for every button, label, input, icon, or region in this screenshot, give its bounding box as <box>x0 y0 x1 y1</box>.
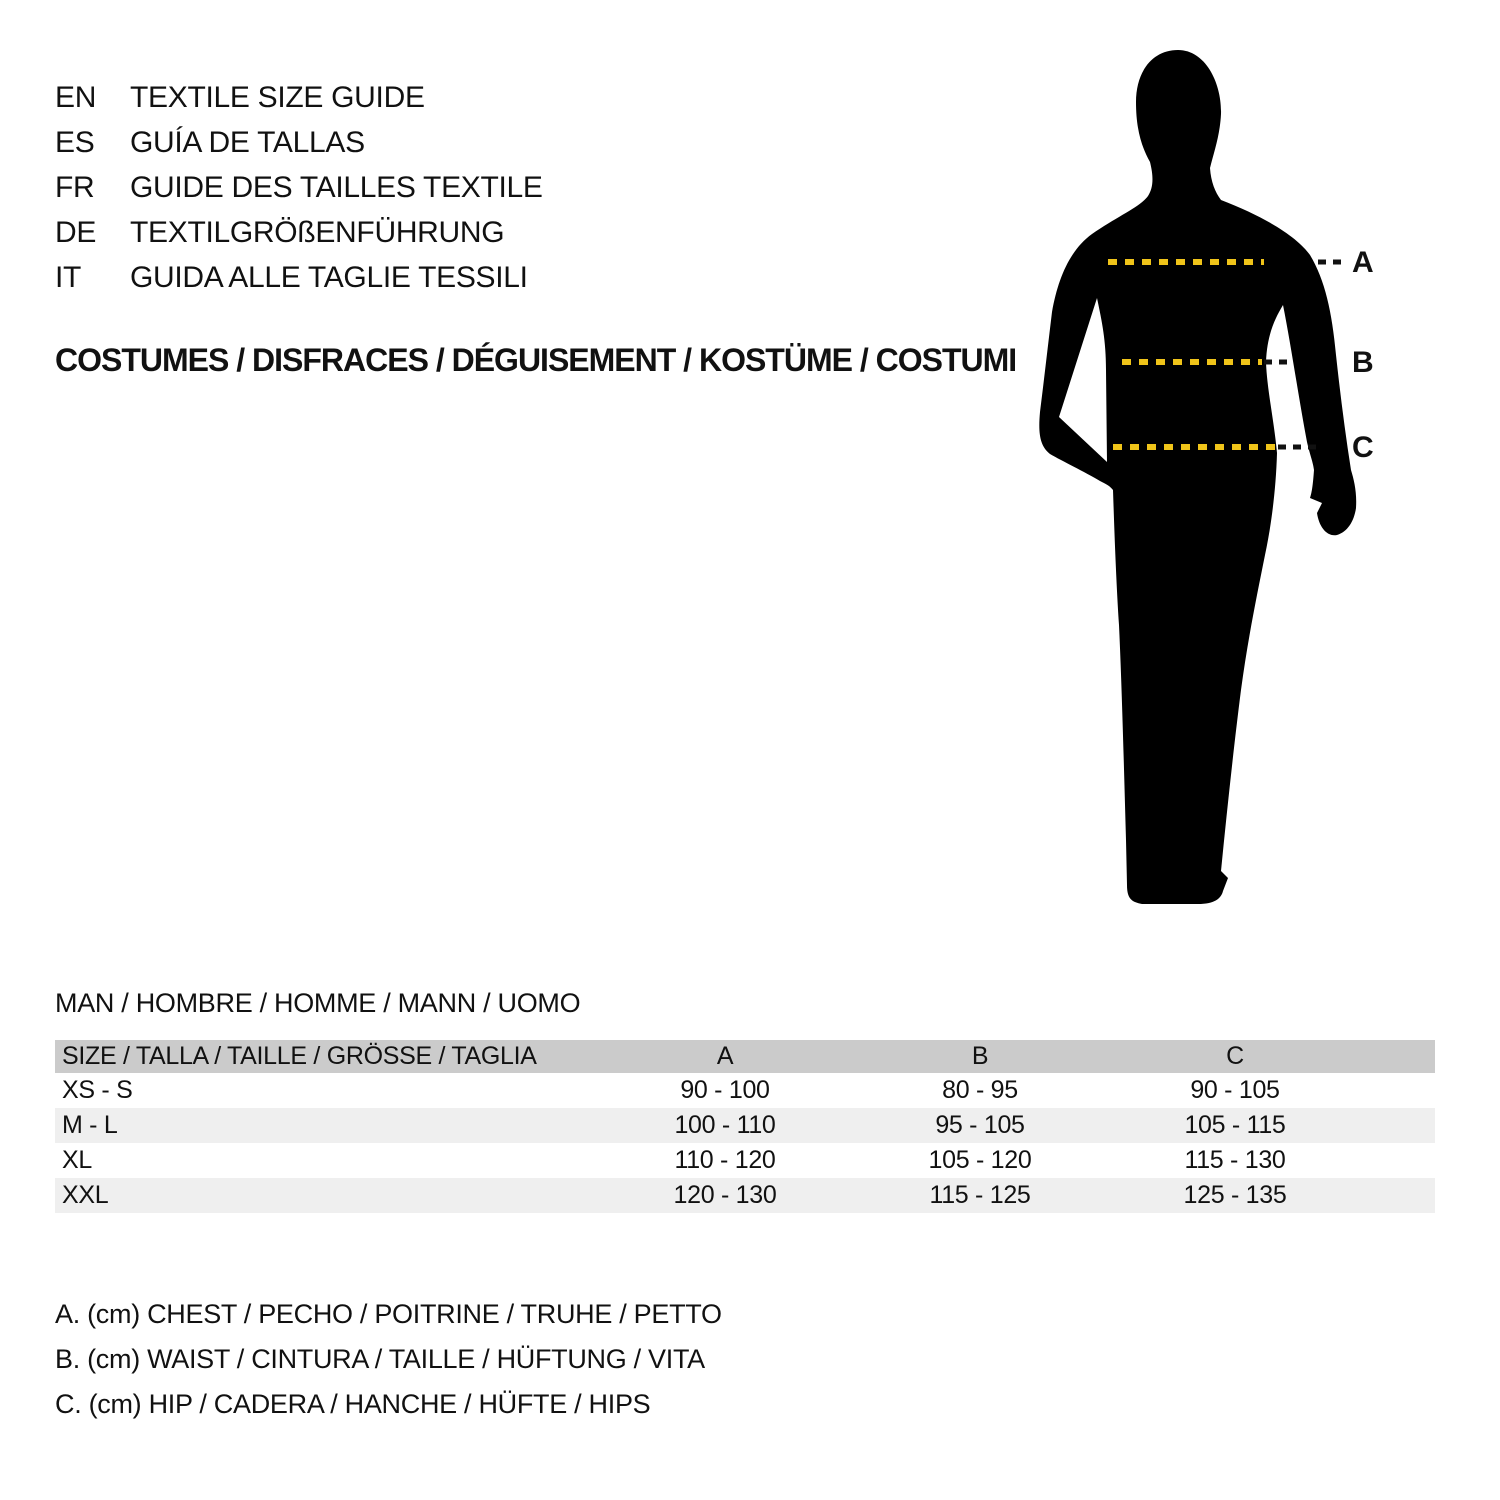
size-table-header-row <box>55 1040 1435 1073</box>
hip-cell: 115 - 130 <box>1184 1146 1286 1174</box>
table-row-xl <box>55 1143 1435 1178</box>
language-code: DE <box>55 216 97 249</box>
chest-cell: 110 - 120 <box>674 1146 776 1174</box>
header-size-label: SIZE / TALLA / TAILLE / GRÖSSE / TAGLIA <box>62 1042 537 1070</box>
language-title: GUÍA DE TALLAS <box>130 126 365 159</box>
hip-cell: 125 - 135 <box>1183 1181 1287 1209</box>
chest-cell: 100 - 110 <box>674 1111 776 1139</box>
chest-cell: 120 - 130 <box>673 1181 777 1209</box>
header-col-a: A <box>716 1042 734 1070</box>
language-row-en <box>55 75 543 120</box>
size-table-wrap <box>55 1040 1435 1213</box>
size-cell: XXL <box>62 1181 109 1209</box>
measurement-legend <box>55 1292 722 1427</box>
waist-cell: 80 - 95 <box>942 1076 1018 1104</box>
language-code: EN <box>55 81 97 114</box>
language-row-de <box>55 210 543 255</box>
man-silhouette-figure <box>1000 40 1460 920</box>
header-filler <box>1360 1040 1435 1073</box>
hip-cell: 105 - 115 <box>1184 1111 1286 1139</box>
size-cell: XL <box>62 1146 92 1174</box>
section-heading-man: MAN / HOMBRE / HOMME / MANN / UOMO <box>55 988 581 1018</box>
waist-cell: 95 - 105 <box>935 1111 1025 1139</box>
waist-cell: 105 - 120 <box>928 1146 1032 1174</box>
legend-chest: A. (cm) CHEST / PECHO / POITRINE / TRUHE / PETTO <box>55 1299 722 1329</box>
language-title: GUIDE DES TAILLES TEXTILE <box>130 171 543 204</box>
language-title: GUIDA ALLE TAGLIE TESSILI <box>130 261 528 294</box>
size-table <box>55 1040 1435 1213</box>
legend-waist: B. (cm) WAIST / CINTURA / TAILLE / HÜFTUNG / VITA <box>55 1344 705 1374</box>
language-list <box>55 75 543 300</box>
language-code: FR <box>55 171 95 204</box>
chest-cell: 90 - 100 <box>680 1076 770 1104</box>
table-row-m-l <box>55 1108 1435 1143</box>
hip-cell: 90 - 105 <box>1190 1076 1280 1104</box>
language-title: TEXTILE SIZE GUIDE <box>130 81 425 114</box>
language-code: IT <box>55 261 82 294</box>
language-row-it <box>55 255 543 300</box>
language-title: TEXTILGRÖßENFÜHRUNG <box>130 216 505 249</box>
waist-cell: 115 - 125 <box>929 1181 1031 1209</box>
size-cell: M - L <box>62 1111 118 1139</box>
legend-hip: C. (cm) HIP / CADERA / HANCHE / HÜFTE / HIPS <box>55 1389 651 1419</box>
waist-label: B <box>1352 346 1374 379</box>
chest-label: A <box>1352 246 1374 279</box>
category-heading: COSTUMES / DISFRACES / DÉGUISEMENT / KOSTÜME / COSTUMI <box>55 342 1017 378</box>
hip-label: C <box>1352 431 1374 464</box>
table-row-xs-s <box>55 1073 1435 1108</box>
man-silhouette <box>1039 50 1356 904</box>
header-col-b: B <box>971 1042 989 1070</box>
language-row-es <box>55 120 543 165</box>
language-row-fr <box>55 165 543 210</box>
language-code: ES <box>55 126 95 159</box>
header-col-c: C <box>1226 1042 1244 1070</box>
size-cell: XS - S <box>62 1076 133 1104</box>
table-row-xxl <box>55 1178 1435 1213</box>
